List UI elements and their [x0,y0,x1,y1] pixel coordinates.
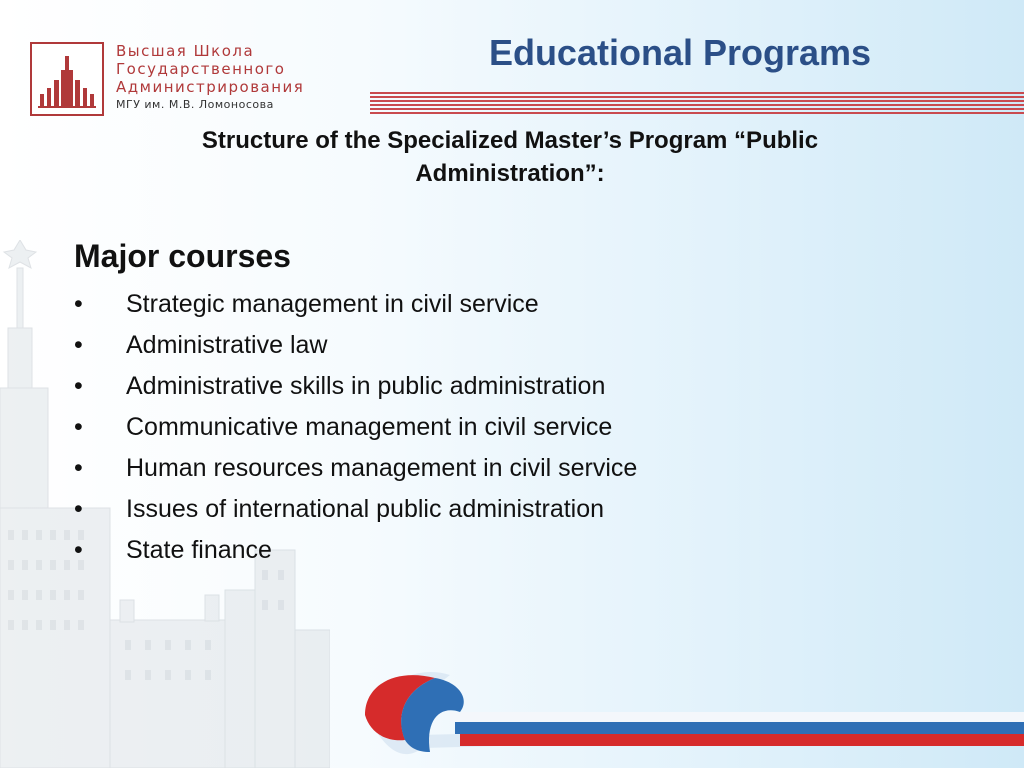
course-label: Administrative law [126,331,328,359]
bullet-icon: • [74,413,83,441]
logo-text-line-3: Администрирования [116,78,305,96]
tricolor-ribbon [360,660,1024,768]
course-label: Administrative skills in public administration [126,372,606,400]
bullet-icon: • [74,454,83,482]
bullet-icon: • [74,495,83,523]
logo-text-line-1: Высшая Школа [116,42,255,60]
school-logo [30,42,305,122]
slide-title: Educational Programs [488,32,872,73]
course-label: Strategic management in civil service [126,290,539,318]
major-courses-heading: Major courses [74,238,291,274]
bullet-icon: • [74,331,83,359]
course-label: Issues of international public administration [126,495,605,523]
program-subtitle: Structure of the Specialized Master’s Program “Public Administration”: [201,127,819,187]
bullet-icon: • [74,372,83,400]
logo-text-line-2: Государственного [116,60,286,78]
logo-emblem [30,42,104,116]
course-label: Human resources management in civil service [126,454,638,482]
course-label: State finance [126,536,272,564]
course-label: Communicative management in civil service [126,413,613,441]
bullet-icon: • [74,290,83,318]
logo-text-line-4: МГУ им. М.В. Ломоносова [116,98,274,111]
title-decorative-stripes [370,92,1024,116]
bullet-icon: • [74,536,83,564]
